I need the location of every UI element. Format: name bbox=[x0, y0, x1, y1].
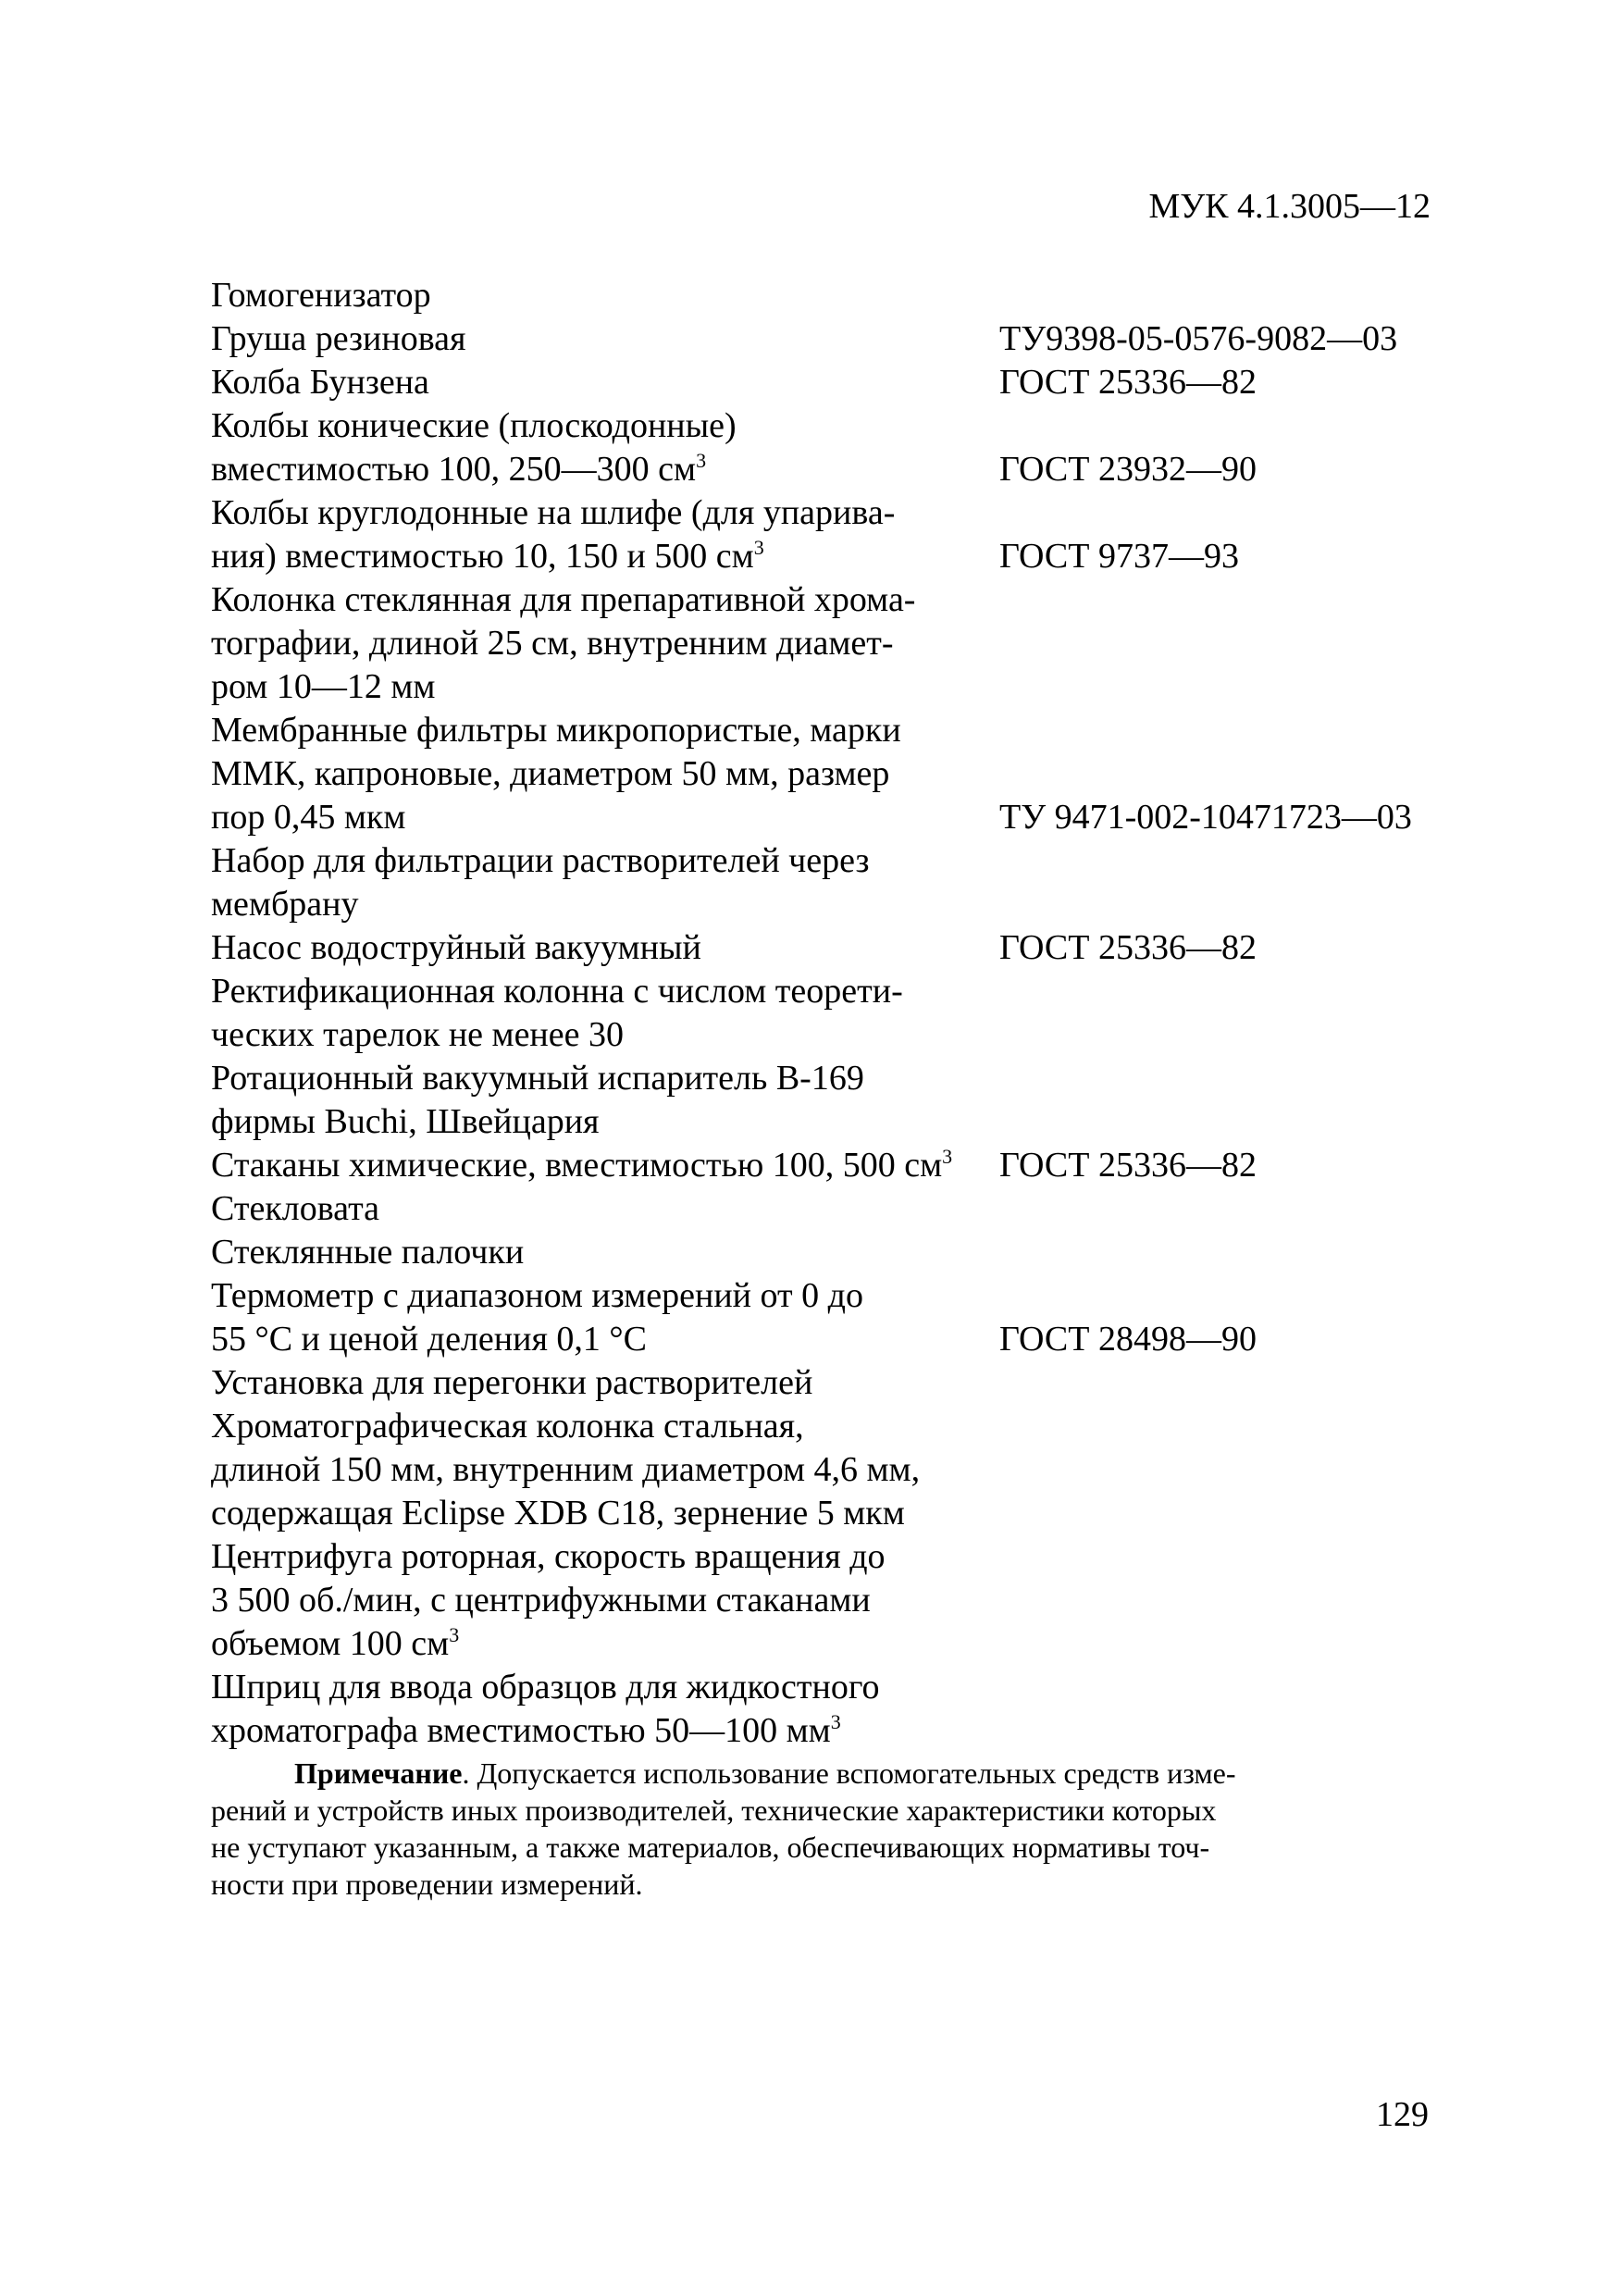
note-label: Примечание bbox=[294, 1756, 463, 1790]
equipment-item bbox=[211, 1231, 1442, 1274]
equipment-name-text: 3 500 об./мин, с центрифужными стаканами bbox=[211, 1581, 871, 1620]
equipment-name-line bbox=[211, 1231, 999, 1274]
superscript: 3 bbox=[830, 1710, 841, 1733]
equipment-name-line bbox=[211, 622, 999, 665]
equipment-standard: ГОСТ 23932—90 bbox=[999, 450, 1257, 489]
equipment-name-line bbox=[211, 752, 999, 796]
equipment-name bbox=[211, 578, 999, 709]
equipment-name-text: Хроматографическая колонка стальная, bbox=[211, 1407, 804, 1446]
equipment-list bbox=[211, 274, 1442, 1753]
equipment-item bbox=[211, 491, 1442, 578]
equipment-name-text: Колбы круглодонные на шлифе (для упарива- bbox=[211, 493, 896, 532]
equipment-item bbox=[211, 1057, 1442, 1144]
equipment-name-text: тографии, длиной 25 см, внутренним диамет- bbox=[211, 624, 894, 663]
equipment-name-text: вместимостью 100, 250—300 см bbox=[211, 450, 697, 489]
equipment-item bbox=[211, 1535, 1442, 1666]
equipment-name-text: содержащая Eclipse XDB C18, зернение 5 мкм bbox=[211, 1494, 905, 1533]
equipment-name-text: Шприц для ввода образцов для жидкостного bbox=[211, 1668, 880, 1706]
equipment-name bbox=[211, 1535, 999, 1666]
equipment-name-text: ММК, капроновые, диаметром 50 мм, размер bbox=[211, 754, 890, 793]
superscript: 3 bbox=[942, 1145, 953, 1168]
equipment-name bbox=[211, 1666, 999, 1753]
equipment-name-line bbox=[211, 1187, 999, 1231]
equipment-name-text: фирмы Buchi, Швейцария bbox=[211, 1102, 600, 1141]
document-code-header: МУК 4.1.3005—12 bbox=[1148, 187, 1431, 226]
equipment-name bbox=[211, 1057, 999, 1144]
equipment-item bbox=[211, 839, 1442, 926]
equipment-name-line bbox=[211, 1492, 999, 1535]
equipment-name-text: Гомогенизатор bbox=[211, 276, 431, 315]
page-number: 129 bbox=[1376, 2095, 1429, 2134]
equipment-name-line bbox=[211, 317, 999, 361]
note-paragraph bbox=[211, 1755, 1434, 1903]
equipment-name bbox=[211, 1405, 999, 1535]
equipment-name-text: Установка для перегонки растворителей bbox=[211, 1363, 813, 1402]
equipment-name-line bbox=[211, 1274, 999, 1318]
equipment-item bbox=[211, 926, 1442, 970]
equipment-name bbox=[211, 274, 999, 317]
note-text: . Допускается использование вспомогательных средств изме- bbox=[462, 1756, 1236, 1790]
equipment-name-text: Ротационный вакуумный испаритель B-169 bbox=[211, 1059, 864, 1098]
equipment-name-text: Стеклянные палочки bbox=[211, 1233, 525, 1272]
equipment-name-line bbox=[211, 1579, 999, 1622]
equipment-name-line bbox=[211, 1405, 999, 1448]
equipment-name-line bbox=[211, 448, 999, 491]
equipment-name-line bbox=[211, 709, 999, 752]
equipment-name-text: ром 10—12 мм bbox=[211, 667, 436, 706]
equipment-name-line bbox=[211, 578, 999, 622]
equipment-name-line bbox=[211, 1100, 999, 1144]
equipment-item bbox=[211, 1361, 1442, 1405]
equipment-name-text: ческих тарелок не менее 30 bbox=[211, 1015, 624, 1054]
equipment-item bbox=[211, 361, 1442, 404]
equipment-standard: ГОСТ 25336—82 bbox=[999, 928, 1257, 967]
equipment-name-line bbox=[211, 274, 999, 317]
superscript: 3 bbox=[696, 449, 707, 472]
equipment-item bbox=[211, 1666, 1442, 1753]
equipment-standard: ТУ9398-05-0576-9082—03 bbox=[999, 319, 1398, 358]
equipment-standard: ГОСТ 9737—93 bbox=[999, 537, 1239, 576]
equipment-name-text: ния) вместимостью 10, 150 и 500 см bbox=[211, 537, 754, 576]
equipment-name-text: хроматографа вместимостью 50—100 мм bbox=[211, 1711, 831, 1750]
equipment-item bbox=[211, 1274, 1442, 1361]
equipment-name bbox=[211, 1274, 999, 1361]
equipment-name-text: Насос водоструйный вакуумный bbox=[211, 928, 701, 967]
equipment-standard: ГОСТ 25336—82 bbox=[999, 363, 1257, 402]
equipment-name bbox=[211, 709, 999, 839]
equipment-standard: ГОСТ 28498—90 bbox=[999, 1320, 1257, 1359]
equipment-item bbox=[211, 578, 1442, 709]
equipment-name-text: Термометр с диапазоном измерений от 0 до bbox=[211, 1276, 863, 1315]
equipment-name-line bbox=[211, 926, 999, 970]
equipment-name-line bbox=[211, 1013, 999, 1057]
equipment-item bbox=[211, 404, 1442, 491]
equipment-item bbox=[211, 1187, 1442, 1231]
equipment-name-text: Мембранные фильтры микропористые, марки bbox=[211, 711, 901, 750]
equipment-item bbox=[211, 1144, 1442, 1187]
equipment-name-line bbox=[211, 1535, 999, 1579]
equipment-name bbox=[211, 1187, 999, 1231]
equipment-standard: ТУ 9471-002-10471723—03 bbox=[999, 798, 1412, 837]
equipment-name-line bbox=[211, 1622, 999, 1666]
equipment-name-line bbox=[211, 361, 999, 404]
equipment-name-line bbox=[211, 1057, 999, 1100]
equipment-name-text: длиной 150 мм, внутренним диаметром 4,6 мм, bbox=[211, 1450, 921, 1489]
equipment-name-text: Груша резиновая bbox=[211, 319, 466, 358]
equipment-name-line bbox=[211, 491, 999, 535]
equipment-name-line bbox=[211, 1144, 999, 1187]
equipment-name bbox=[211, 317, 999, 361]
equipment-item bbox=[211, 709, 1442, 839]
equipment-name-line bbox=[211, 839, 999, 883]
equipment-name-text: Колба Бунзена bbox=[211, 363, 429, 402]
equipment-name-line bbox=[211, 1318, 999, 1361]
superscript: 3 bbox=[753, 536, 764, 559]
equipment-name-text: Колонка стеклянная для препаративной хрома- bbox=[211, 580, 916, 619]
equipment-name bbox=[211, 1361, 999, 1405]
equipment-name-text: объемом 100 см bbox=[211, 1624, 450, 1663]
equipment-item bbox=[211, 1405, 1442, 1535]
equipment-name-text: мембрану bbox=[211, 885, 359, 924]
note-line-2: рений и устройств иных производителей, технические характеристики которых bbox=[211, 1793, 1217, 1827]
equipment-name-line bbox=[211, 535, 999, 578]
equipment-name-line bbox=[211, 796, 999, 839]
note-line-1 bbox=[211, 1755, 1434, 1792]
equipment-name-text: Колбы конические (плоскодонные) bbox=[211, 406, 737, 445]
equipment-name bbox=[211, 926, 999, 970]
superscript: 3 bbox=[449, 1623, 460, 1646]
equipment-name-line bbox=[211, 970, 999, 1013]
equipment-standard: ГОСТ 25336—82 bbox=[999, 1146, 1257, 1185]
equipment-name-text: Стаканы химические, вместимостью 100, 500 см bbox=[211, 1146, 943, 1185]
equipment-name-text: Набор для фильтрации растворителей через bbox=[211, 841, 870, 880]
equipment-name bbox=[211, 1144, 999, 1187]
equipment-name-text: Стекловата bbox=[211, 1189, 380, 1228]
equipment-name bbox=[211, 361, 999, 404]
equipment-item bbox=[211, 274, 1442, 317]
note-line-3: не уступают указанным, а также материалов, обеспечивающих нормативы точ- bbox=[211, 1831, 1210, 1864]
equipment-name bbox=[211, 839, 999, 926]
equipment-name-line bbox=[211, 1709, 999, 1753]
equipment-name-text: Центрифуга роторная, скорость вращения до bbox=[211, 1537, 886, 1576]
equipment-name-line bbox=[211, 1666, 999, 1709]
equipment-name-line bbox=[211, 883, 999, 926]
equipment-name bbox=[211, 1231, 999, 1274]
equipment-name-text: 55 °C и ценой деления 0,1 °C bbox=[211, 1320, 647, 1359]
equipment-name-line bbox=[211, 1361, 999, 1405]
equipment-name bbox=[211, 491, 999, 578]
equipment-item bbox=[211, 970, 1442, 1057]
equipment-name-line bbox=[211, 665, 999, 709]
equipment-name-text: Ректификационная колонна с числом теорети- bbox=[211, 972, 903, 1011]
equipment-name bbox=[211, 970, 999, 1057]
equipment-name-line bbox=[211, 1448, 999, 1492]
equipment-name bbox=[211, 404, 999, 491]
equipment-item bbox=[211, 317, 1442, 361]
note-line-4: ности при проведении измерений. bbox=[211, 1868, 643, 1901]
equipment-name-line bbox=[211, 404, 999, 448]
equipment-name-text: пор 0,45 мкм bbox=[211, 798, 406, 837]
